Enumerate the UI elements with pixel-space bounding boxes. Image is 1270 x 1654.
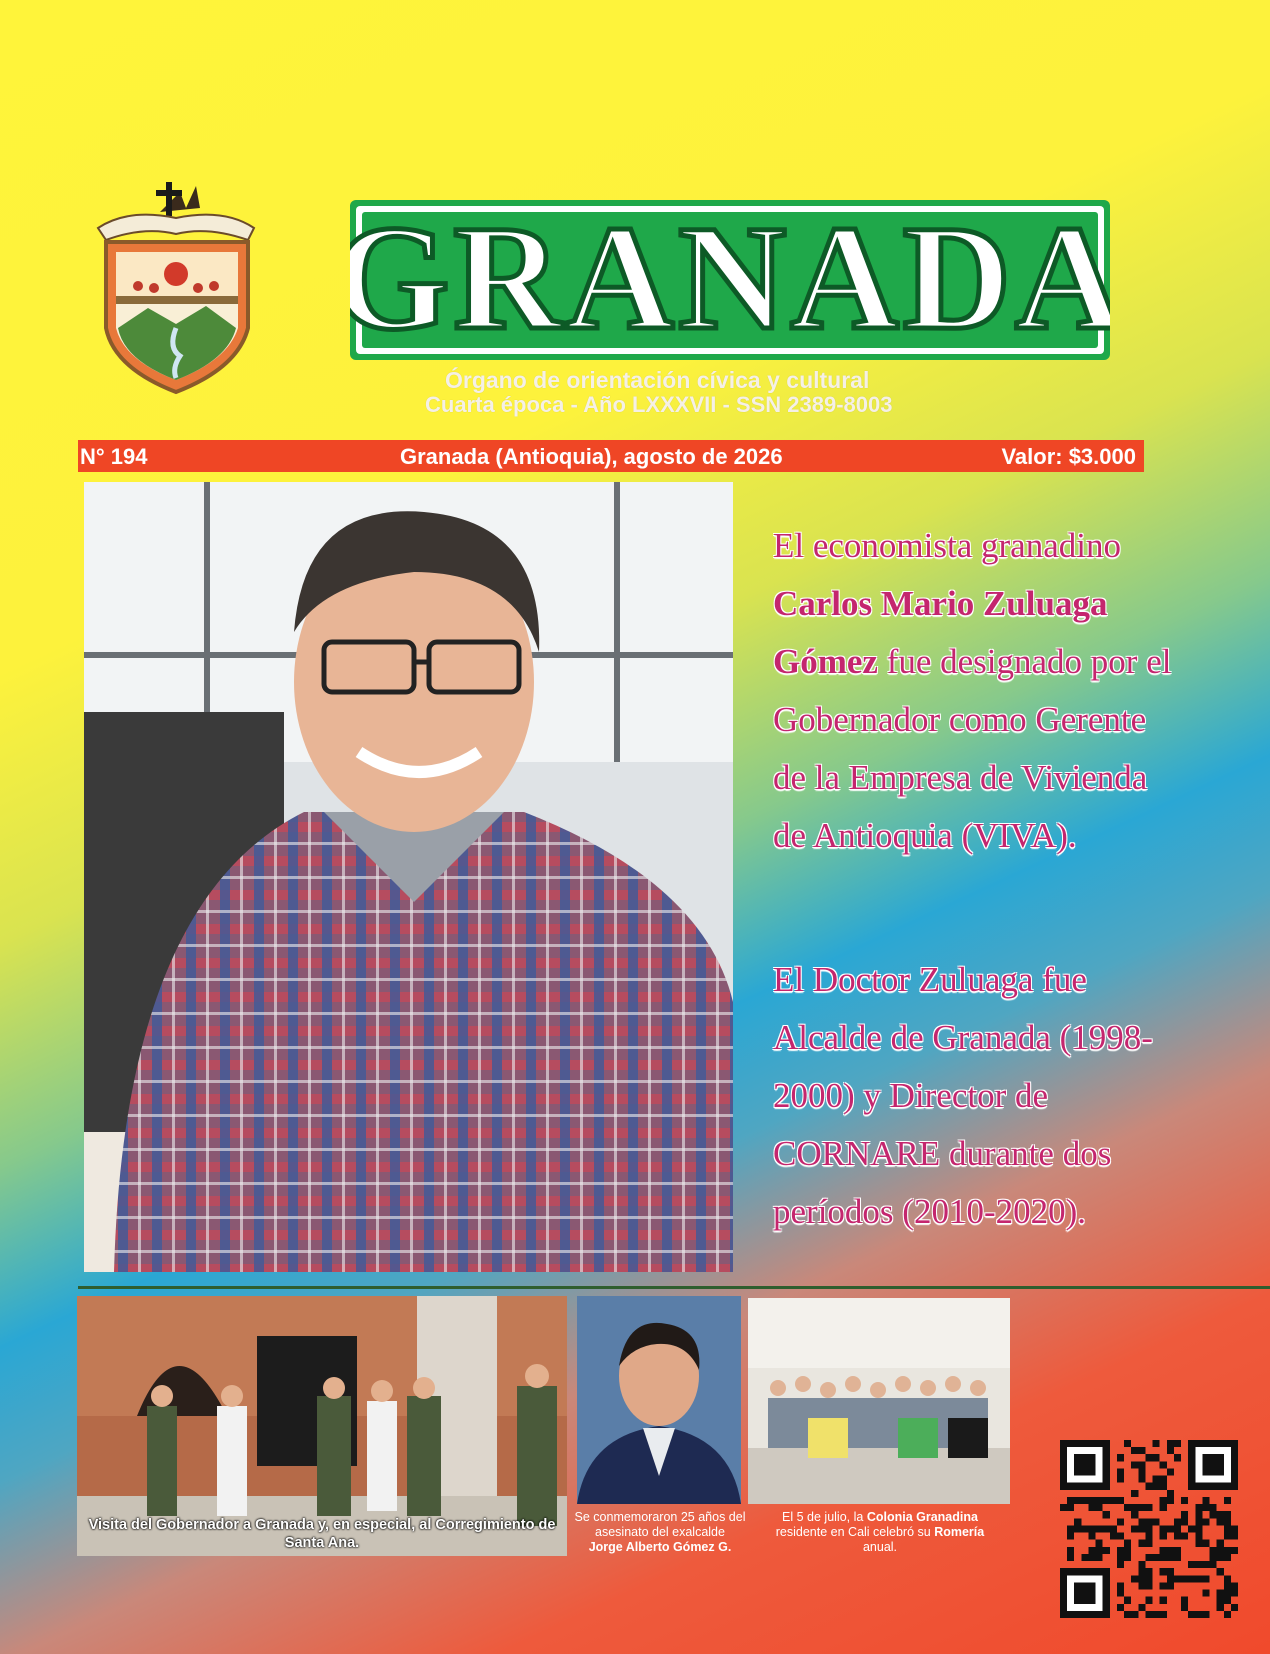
masthead-edition: Cuarta época - Año LXXXVII - SSN 2389-8003 <box>425 392 893 417</box>
memorial-caption <box>574 1510 746 1555</box>
masthead-title <box>350 200 1110 360</box>
colony-caption <box>750 1510 1010 1555</box>
issue-number: N° 194 <box>80 444 148 469</box>
article-paragraph-2: El Doctor Zuluaga fue Alcalde de Granada (1998-2000) y Director de CORNARE durante dos períodos (2010-2020). <box>773 960 1153 1231</box>
article-p1-rest: fue designado por el Gobernador como Gerente de la Empresa de Vivienda de Antioquia (VIVA). <box>773 642 1172 855</box>
municipal-crest-logo <box>88 178 268 398</box>
qr-code[interactable] <box>1060 1440 1238 1618</box>
colony-caption-bold: Colonia Granadina <box>866 1510 978 1524</box>
memorial-caption-text: Se conmemoraron 25 años del asesinato del exalcalde <box>574 1510 746 1539</box>
colony-caption-bold: Romería <box>934 1525 985 1539</box>
article-paragraph-1 <box>773 517 1173 865</box>
dateline: Granada (Antioquia), agosto de 2026 <box>400 444 783 469</box>
masthead-subtitle: Órgano de orientación cívica y cultural <box>445 367 870 393</box>
article-person-name: Carlos Mario Zuluaga Gómez <box>773 584 1108 681</box>
memorial-portrait-photo <box>577 1296 741 1504</box>
price-label: Valor: $3.000 <box>1001 444 1136 469</box>
article-intro: El economista granadino <box>773 526 1121 565</box>
colony-caption-part: anual. <box>862 1540 898 1554</box>
masthead-title-text: GRANADA <box>350 200 1110 360</box>
colony-group-photo <box>748 1298 1010 1504</box>
governor-visit-caption: Visita del Gobernador a Granada y, en especial, al Corregimiento de Santa Ana. <box>88 1517 556 1551</box>
main-portrait-photo <box>84 482 733 1272</box>
memorial-caption-name: Jorge Alberto Gómez G. <box>588 1540 732 1554</box>
section-divider <box>78 1286 1270 1289</box>
colony-caption-part: El 5 de julio, la <box>782 1510 864 1524</box>
issue-info-band <box>78 440 1144 472</box>
colony-caption-part: residente en Cali celebró su <box>775 1525 931 1539</box>
